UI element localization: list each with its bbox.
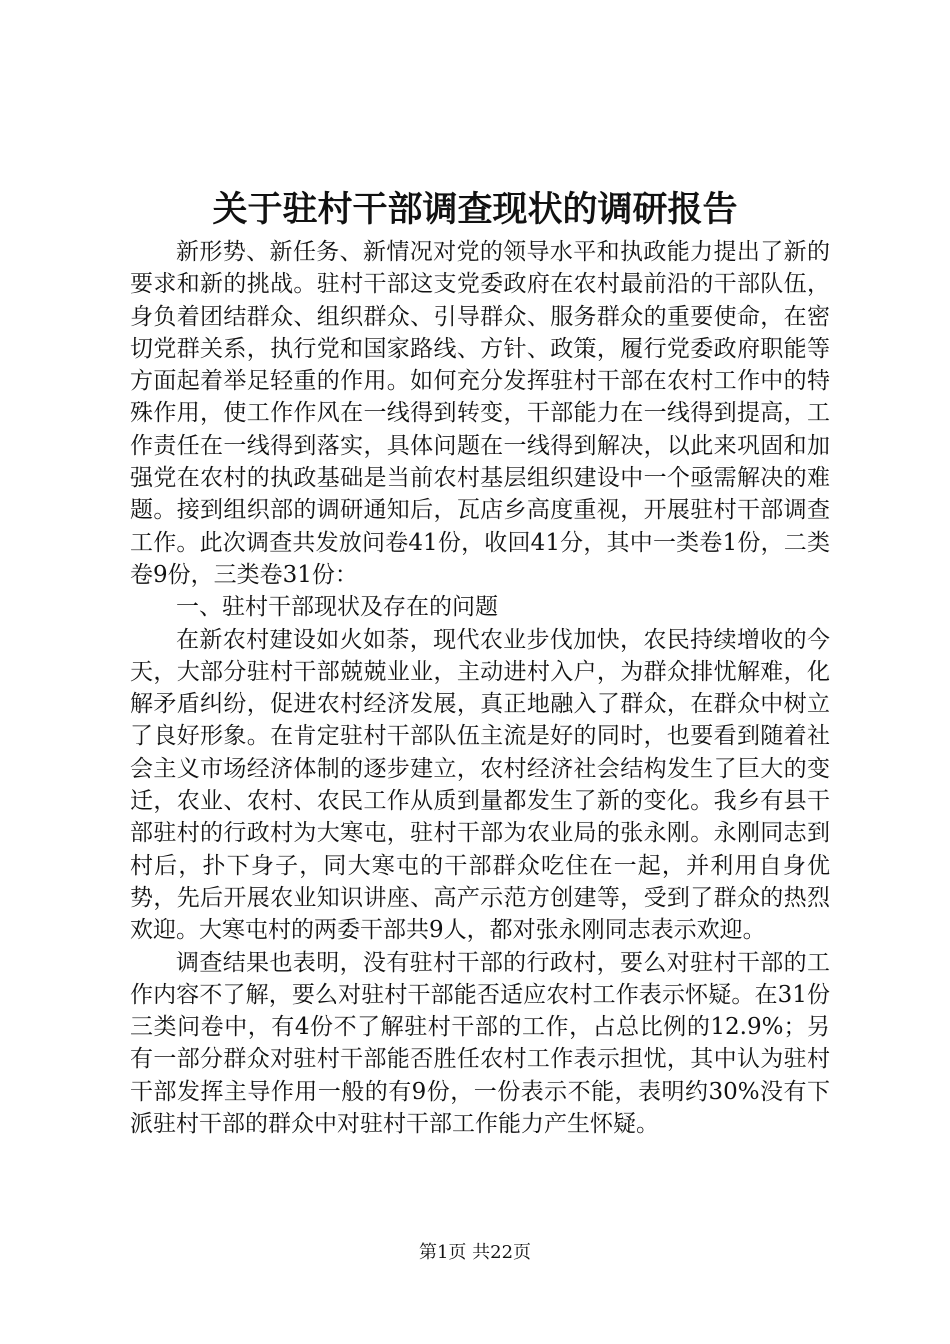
document-title: 关于驻村干部调查现状的调研报告	[212, 189, 738, 230]
document-body	[130, 236, 830, 1140]
page-footer: 第1页 共22页	[418, 1242, 532, 1263]
paragraph-intro: 新形势、新任务、新情况对党的领导水平和执政能力提出了新的要求和新的挑战。驻村干部这支党委政府在农村最前沿的干部队伍，身负着团结群众、组织群众、引导群众、服务群众的重要使命，在密切党群关系，执行党和国家路线、方针、政策，履行党委政府职能等方面起着举足轻重的作用。如何充分发挥驻村干部在农村工作中的特殊作用，使工作作风在一线得到转变，干部能力在一线得到提高，工作责任在一线得到落实，具体问题在一线得到解决，以此来巩固和加强党在农村的执政基础是当前农村基层组织建设中一个亟需解决的难题。接到组织部的调研通知后，瓦店乡高度重视，开展驻村干部调查工作。此次调查共发放问卷41份，收回41分，其中一类卷1份，二类卷9份，三类卷31份：	[130, 239, 830, 588]
paragraph-survey-results: 调查结果也表明，没有驻村干部的行政村，要么对驻村干部的工作内容不了解，要么对驻村干部能否适应农村工作表示怀疑。在31份三类问卷中，有4份不了解驻村干部的工作，占总比例的12.9%；另有一部分群众对驻村干部能否胜任农村工作表示担忧，其中认为驻村干部发挥主导作用一般的有9份，一份表示不能，表明约30%没有下派驻村干部的群众中对驻村干部工作能力产生怀疑。	[130, 949, 830, 1138]
section-heading: 一、驻村干部现状及存在的问题	[176, 594, 498, 621]
paragraph-status: 在新农村建设如火如荼，现代农业步伐加快，农民持续增收的今天，大部分驻村干部兢兢业业，主动进村入户，为群众排忧解难，化解矛盾纠纷，促进农村经济发展，真正地融入了群众，在群众中树立了良好形象。在肯定驻村干部队伍主流是好的同时，也要看到随着社会主义市场经济体制的逐步建立，农村经济社会结构发生了巨大的变迁，农业、农村、农民工作从质到量都发生了新的变化。我乡有县干部驻村的行政村为大寒屯，驻村干部为农业局的张永刚。永刚同志到村后，扑下身子，同大寒屯的干部群众吃住在一起，并利用自身优势，先后开展农业知识讲座、高产示范方创建等，受到了群众的热烈欢迎。大寒屯村的两委干部共9人，都对张永刚同志表示欢迎。	[130, 626, 830, 944]
